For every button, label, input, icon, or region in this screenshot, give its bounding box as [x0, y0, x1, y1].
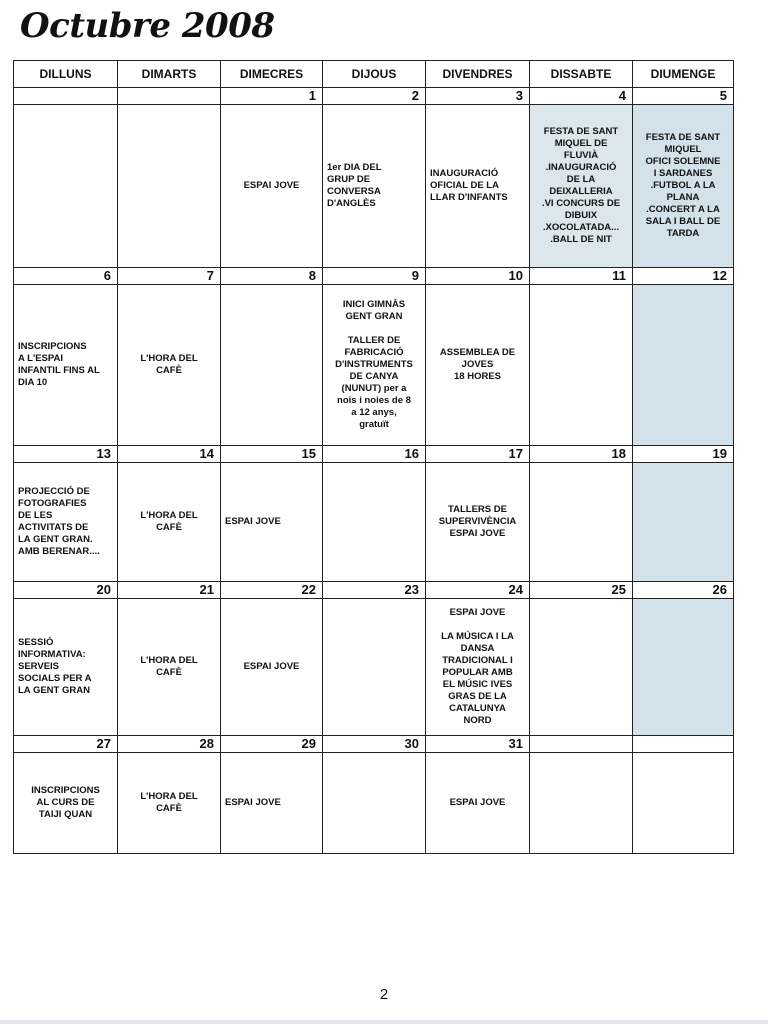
day-number: 5 — [633, 88, 734, 105]
day-number-row — [14, 446, 734, 463]
event-text: INSCRIPCIONS AL CURS DE TAIJI QUAN — [31, 785, 100, 820]
weekday-header: DIMARTS — [118, 61, 221, 88]
day-number: 14 — [118, 446, 221, 463]
day-number: 21 — [118, 582, 221, 599]
day-cell — [14, 285, 118, 446]
event-text — [530, 801, 632, 805]
event-text — [530, 520, 632, 524]
event-row — [14, 285, 734, 446]
day-number-row — [14, 582, 734, 599]
day-cell — [221, 285, 323, 446]
event-text: ESPAI JOVE — [243, 180, 300, 191]
day-number: 18 — [530, 446, 633, 463]
day-cell — [323, 105, 426, 268]
day-cell-saturday — [530, 463, 633, 582]
event-text — [530, 363, 632, 367]
event-text — [323, 665, 425, 669]
day-number-row — [14, 736, 734, 753]
weekday-header: DILLUNS — [14, 61, 118, 88]
day-number: 20 — [14, 582, 118, 599]
day-number: 13 — [14, 446, 118, 463]
day-number: 2 — [323, 88, 426, 105]
day-number: 10 — [426, 268, 530, 285]
day-cell — [118, 285, 221, 446]
page-number: 2 — [379, 986, 389, 1003]
day-cell — [323, 285, 426, 446]
weekday-header: DIUMENGE — [633, 61, 734, 88]
day-cell — [323, 463, 426, 582]
event-text: INSCRIPCIONS A L'ESPAI INFANTIL FINS AL DIA 10 — [18, 341, 100, 388]
scan-edge — [0, 1020, 768, 1024]
event-text: FESTA DE SANT MIQUEL OFICI SOLEMNE I SARDANES .FUTBOL A LA PLANA .CONCERT A LA SALA I BALL DE TARDA — [645, 132, 721, 239]
page-title: Octubre 2008 — [20, 6, 275, 46]
event-text: TALLERS DE SUPERVIVÈNCIA ESPAI JOVE — [438, 504, 517, 539]
event-text — [323, 520, 425, 524]
weekday-header: DIVENDRES — [426, 61, 530, 88]
day-cell — [14, 599, 118, 736]
day-cell-saturday — [530, 105, 633, 268]
day-cell — [221, 753, 323, 854]
event-text: INICI GIMNÀS GENT GRAN TALLER DE FABRICACIÓ D'INSTRUMENTS DE CANYA (NUNUT) per a nois i noies de 8 a 12 anys, gratuït — [335, 299, 413, 430]
day-number: 16 — [323, 446, 426, 463]
day-number: 8 — [221, 268, 323, 285]
event-text: L'HORA DEL CAFÈ — [140, 791, 198, 814]
day-number — [14, 88, 118, 105]
event-text: ESPAI JOVE — [225, 516, 281, 527]
day-number: 15 — [221, 446, 323, 463]
event-text: ASSEMBLEA DE JOVES 18 HORES — [439, 347, 516, 382]
day-cell-sunday — [633, 105, 734, 268]
day-number: 19 — [633, 446, 734, 463]
day-cell — [14, 463, 118, 582]
day-number — [530, 736, 633, 753]
weekday-header-row — [14, 61, 734, 88]
day-number — [633, 736, 734, 753]
day-cell — [118, 463, 221, 582]
day-number — [118, 88, 221, 105]
day-cell — [426, 599, 530, 736]
day-cell — [14, 105, 118, 268]
event-text: ESPAI JOVE — [225, 797, 281, 808]
event-text: ESPAI JOVE — [243, 661, 300, 672]
day-number: 31 — [426, 736, 530, 753]
event-text — [118, 184, 220, 188]
event-text: L'HORA DEL CAFÈ — [140, 510, 198, 533]
day-number: 29 — [221, 736, 323, 753]
event-row — [14, 105, 734, 268]
event-text: ESPAI JOVE LA MÚSICA I LA DANSA TRADICIONAL I POPULAR AMB EL MÚSIC IVES GRAS DE LA CATALUNYA NORD — [441, 607, 514, 726]
day-cell — [118, 753, 221, 854]
day-cell — [426, 463, 530, 582]
event-text: SESSIÓ INFORMATIVA: SERVEIS SOCIALS PER A LA GENT GRAN — [18, 637, 92, 696]
event-text: FESTA DE SANT MIQUEL DE FLUVIÀ .INAUGURACIÓ DE LA DEIXALLERIA .VI CONCURS DE DIBUIX .XOCOLATADA... .BALL DE NIT — [541, 126, 621, 245]
day-cell-sunday — [633, 463, 734, 582]
day-number-row — [14, 268, 734, 285]
event-row — [14, 599, 734, 736]
day-cell — [118, 599, 221, 736]
day-number: 11 — [530, 268, 633, 285]
day-number: 27 — [14, 736, 118, 753]
day-number: 28 — [118, 736, 221, 753]
event-text — [633, 520, 733, 524]
weekday-header: DISSABTE — [530, 61, 633, 88]
day-cell-sunday — [633, 753, 734, 854]
event-text: L'HORA DEL CAFÈ — [140, 655, 198, 678]
day-cell-sunday — [633, 285, 734, 446]
event-row — [14, 753, 734, 854]
day-cell-sunday — [633, 599, 734, 736]
day-number: 26 — [633, 582, 734, 599]
event-text — [221, 363, 322, 367]
event-text: ESPAI JOVE — [449, 797, 506, 808]
event-text: INAUGURACIÓ OFICIAL DE LA LLAR D'INFANTS — [430, 168, 508, 203]
day-cell — [118, 105, 221, 268]
event-text — [323, 801, 425, 805]
day-cell — [426, 753, 530, 854]
day-number: 1 — [221, 88, 323, 105]
day-number: 9 — [323, 268, 426, 285]
day-number: 7 — [118, 268, 221, 285]
event-row — [14, 463, 734, 582]
day-cell-saturday — [530, 753, 633, 854]
day-number: 4 — [530, 88, 633, 105]
event-text — [633, 665, 733, 669]
event-text: L'HORA DEL CAFÈ — [140, 353, 198, 376]
event-text — [14, 184, 117, 188]
weekday-header: DIMECRES — [221, 61, 323, 88]
day-number: 23 — [323, 582, 426, 599]
weekday-header: DIJOUS — [323, 61, 426, 88]
day-number: 25 — [530, 582, 633, 599]
calendar-grid — [13, 60, 734, 854]
day-cell — [221, 463, 323, 582]
event-text — [633, 801, 733, 805]
day-number: 22 — [221, 582, 323, 599]
event-text — [530, 665, 632, 669]
day-number: 12 — [633, 268, 734, 285]
event-text — [633, 363, 733, 367]
day-cell — [426, 105, 530, 268]
day-number: 6 — [14, 268, 118, 285]
day-cell-saturday — [530, 285, 633, 446]
day-cell-saturday — [530, 599, 633, 736]
day-number: 3 — [426, 88, 530, 105]
day-cell — [323, 599, 426, 736]
day-number: 24 — [426, 582, 530, 599]
day-cell — [323, 753, 426, 854]
event-text: PROJECCIÓ DE FOTOGRAFIES DE LES ACTIVITATS DE LA GENT GRAN. AMB BERENAR.... — [18, 486, 100, 557]
day-number: 30 — [323, 736, 426, 753]
event-text: 1er DIA DEL GRUP DE CONVERSA D'ANGLÈS — [327, 162, 382, 209]
day-cell — [14, 753, 118, 854]
day-cell — [426, 285, 530, 446]
day-number-row — [14, 88, 734, 105]
day-number: 17 — [426, 446, 530, 463]
day-cell — [221, 105, 323, 268]
day-cell — [221, 599, 323, 736]
